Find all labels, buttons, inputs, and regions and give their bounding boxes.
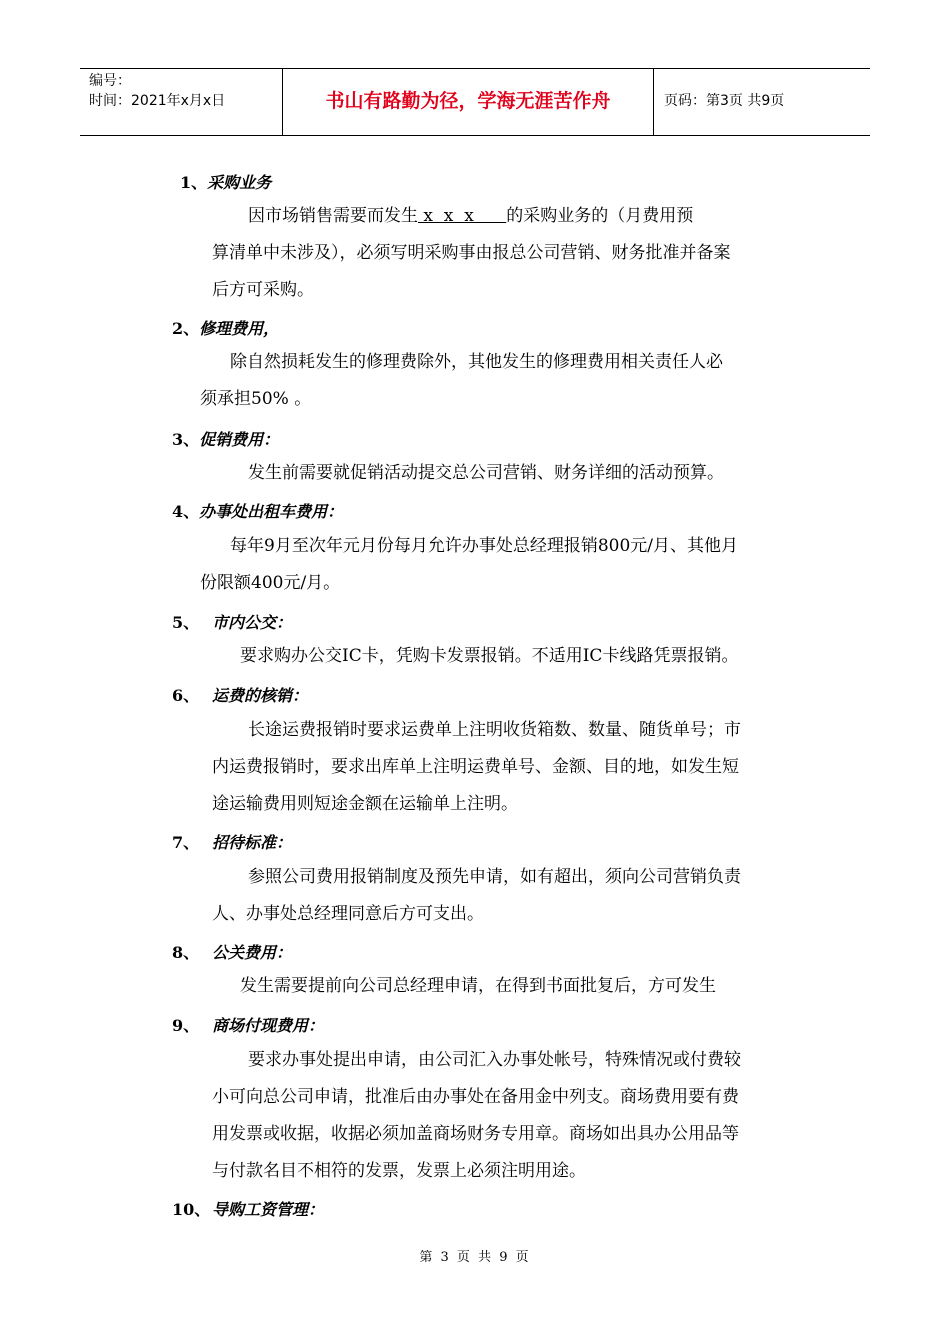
paragraph-line: 发生需要提前向公司总经理申请，在得到书面批复后，方可发生 — [240, 976, 716, 996]
section-heading: 3、促销费用： — [172, 430, 280, 449]
paragraph-line: 因市场销售需要而发生 x x x 的采购业务的（月费用预 — [248, 206, 694, 226]
header-page-info: 页码：第3页 共9页 — [664, 93, 785, 109]
paragraph-line: 用发票或收据，收据必须加盖商场财务专用章。商场如出具办公用品等 — [212, 1124, 739, 1144]
page-footer: 第 3 页 共 9 页 — [419, 1250, 531, 1265]
paragraph-line: 途运输费用则短途金额在运输单上注明。 — [212, 794, 518, 814]
paragraph-line: 份限额400元/月。 — [200, 573, 341, 593]
paragraph-line: 内运费报销时，要求出库单上注明运费单号、金额、目的地，如发生短 — [212, 757, 739, 777]
section-heading: 1、采购业务 — [180, 173, 272, 192]
section-heading: 6、 运费的核销： — [172, 686, 309, 705]
paragraph-line: 要求办事处提出申请，由公司汇入办事处帐号，特殊情况或付费较 — [248, 1050, 741, 1070]
paragraph-line: 发生前需要就促销活动提交总公司营销、财务详细的活动预算。 — [248, 463, 724, 483]
paragraph-line: 算清单中未涉及），必须写明采购事由报总公司营销、财务批准并备案 — [212, 243, 731, 263]
paragraph-line: 长途运费报销时要求运费单上注明收货箱数、数量、随货单号；市 — [248, 720, 741, 740]
paragraph-line: 每年9月至次年元月份每月允许办事处总经理报销800元/月、其他月 — [230, 536, 738, 556]
paragraph-line: 要求购办公交IC卡，凭购卡发票报销。不适用IC卡线路凭票报销。 — [240, 646, 739, 666]
header-meta — [80, 69, 282, 135]
paragraph-line: 人、办事处总经理同意后方可支出。 — [212, 904, 484, 924]
paragraph-line: 后方可采购。 — [212, 280, 314, 300]
section-heading: 9、 商场付现费用： — [172, 1016, 325, 1035]
paragraph-line: 与付款名目不相符的发票，发票上必须注明用途。 — [212, 1161, 586, 1181]
section-heading: 7、 招待标准： — [172, 833, 293, 852]
paragraph-line: 小可向总公司申请，批准后由办事处在备用金中列支。商场费用要有费 — [212, 1087, 739, 1107]
blank-field: x x x — [418, 206, 507, 226]
page-header — [80, 68, 870, 136]
section-heading: 5、 市内公交： — [172, 613, 293, 632]
paragraph-line: 参照公司费用报销制度及预先申请，如有超出，须向公司营销负责 — [248, 867, 741, 887]
document-date: 时间：2021年x月x日 — [89, 93, 226, 109]
document-number-label: 编号： — [89, 73, 131, 89]
section-heading: 10、 导购工资管理： — [172, 1200, 325, 1219]
paragraph-line: 须承担50% 。 — [200, 389, 312, 409]
section-heading: 8、 公关费用： — [172, 943, 293, 962]
section-heading: 2、修理费用， — [172, 319, 280, 338]
section-heading: 4、办事处出租车费用： — [172, 502, 344, 521]
paragraph-line: 除自然损耗发生的修理费除外，其他发生的修理费用相关责任人必 — [230, 352, 723, 372]
header-motto: 书山有路勤为径，学海无涯苦作舟 — [282, 69, 654, 135]
